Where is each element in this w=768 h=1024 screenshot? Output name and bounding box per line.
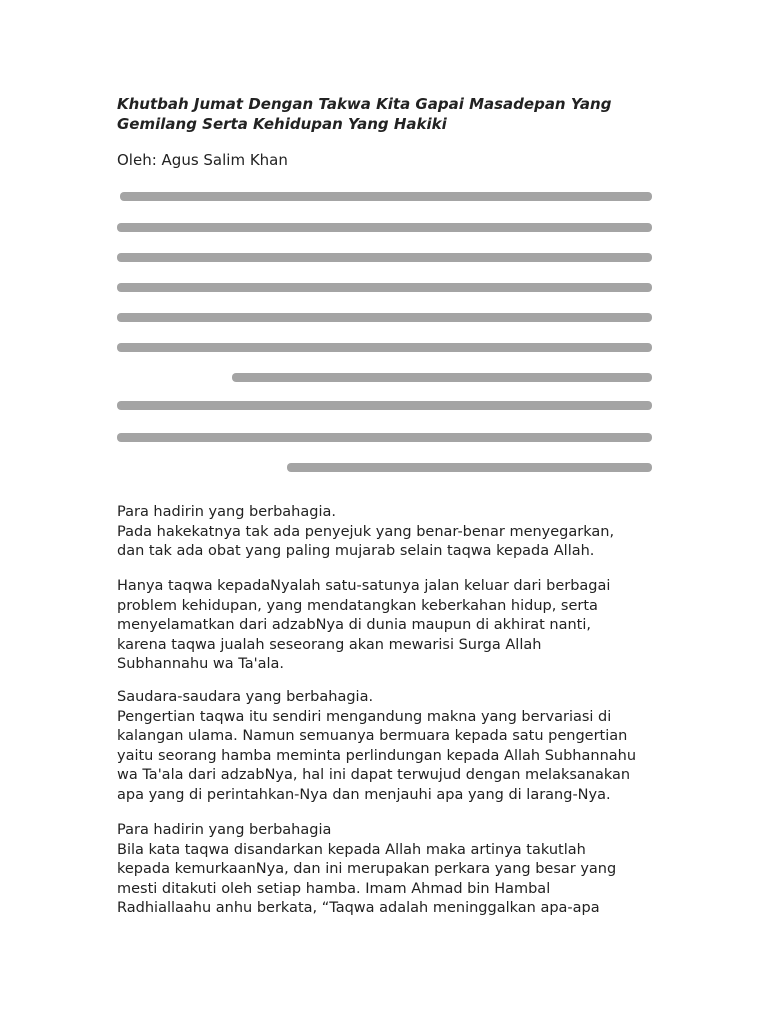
paragraph-body: Pada hakekatnya tak ada penyejuk yang benar-benar menyegarkan, dan tak ada obat yang paling mujarab selain taqwa kepada Allah. [117, 523, 615, 559]
paragraph-body: Hanya taqwa kepadaNyalah satu-satunya jalan keluar dari berbagai problem kehidupan, yang mendatangkan keberkahan hidup, serta menyelamatkan dari adzabNya di dunia maupun di akhirat nanti, karena taqwa jualah seseorang akan mewarisi Surga Allah Subhannahu wa Ta'ala. [117, 578, 611, 672]
paragraph-greeting: Para hadirin yang berbahagia. [117, 504, 336, 520]
arabic-text-line [120, 192, 652, 201]
arabic-text-line [287, 463, 652, 472]
arabic-text-block [117, 185, 652, 503]
arabic-text-line [117, 343, 652, 352]
arabic-text-line [117, 283, 652, 292]
arabic-text-line [117, 313, 652, 322]
arabic-text-line [232, 373, 652, 382]
document-title: Khutbah Jumat Dengan Takwa Kita Gapai Masadepan Yang Gemilang Serta Kehidupan Yang Hakiki [117, 95, 612, 133]
arabic-text-line [117, 401, 652, 410]
document-author: Oleh: Agus Salim Khan [117, 151, 288, 169]
paragraph-greeting: Para hadirin yang berbahagia [117, 822, 332, 838]
paragraph-4 [117, 821, 657, 919]
arabic-text-line [117, 433, 652, 442]
paragraph-2 [117, 577, 657, 675]
paragraph-3 [117, 688, 657, 805]
paragraph-body: Bila kata taqwa disandarkan kepada Allah maka artinya takutlah kepada kemurkaanNya, dan ini merupakan perkara yang besar yang mesti ditakuti oleh setiap hamba. Imam Ahmad bin Hambal Radhiallaahu anhu berkata, “Taqwa adalah meninggalkan apa-apa [117, 841, 617, 916]
paragraph-1 [117, 503, 657, 562]
paragraph-body: Pengertian taqwa itu sendiri mengandung makna yang bervariasi di kalangan ulama. Namun semuanya bermuara kepada satu pengertian yaitu seorang hamba meminta perlindungan kepada Allah Subhannahu wa Ta'ala dari adzabNya, hal ini dapat terwujud dengan melaksanakan apa yang di perintahkan-Nya dan menjauhi apa yang di larang-Nya. [117, 708, 637, 803]
arabic-text-line [117, 223, 652, 232]
paragraph-greeting: Saudara-saudara yang berbahagia. [117, 689, 374, 705]
arabic-text-line [117, 253, 652, 262]
